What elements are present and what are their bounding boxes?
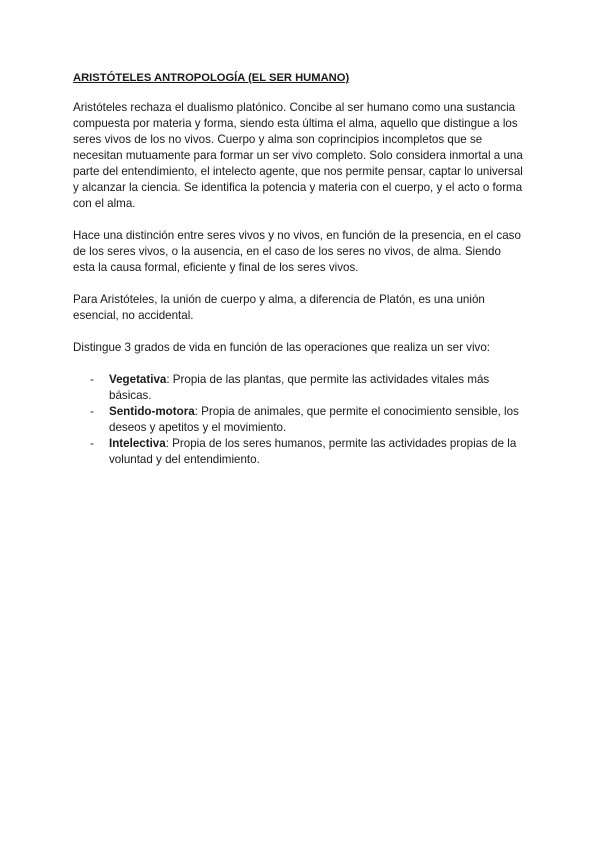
paragraph-union: Para Aristóteles, la unión de cuerpo y alma, a diferencia de Platón, es una unión esencial, no accidental. <box>73 293 485 322</box>
term-vegetativa: Vegetativa <box>109 373 167 386</box>
list-item-text: : Propia de las plantas, que permite las actividades vitales más básicas. <box>109 373 490 402</box>
list-item-text: : Propia de los seres humanos, permite las actividades propias de la voluntad y del entendimiento. <box>109 437 517 466</box>
list-dash: - <box>90 373 94 386</box>
list-dash: - <box>90 405 94 418</box>
list-item-text: : Propia de animales, que permite el conocimiento sensible, los deseos y apetitos y el movimiento. <box>109 405 519 434</box>
term-intelectiva: Intelectiva <box>109 437 166 450</box>
paragraph-dualism: Aristóteles rechaza el dualismo platónico. Concibe al ser humano como una sustancia compuesta por materia y forma, siendo esta última el alma, aquello que distingue a los seres vivos de los no vivos. Cuerpo y alma son coprincipios incompletos que se necesitan mutuamente para formar un ser vivo completo. Solo considera inmortal a una parte del entendimiento, el intelecto agente, que nos permite pensar, captar lo universal y alcanzar la ciencia. Se identifica la potencia y materia con el cuerpo, y el acto o forma con el alma. <box>73 101 523 210</box>
paragraph-degrees-intro: Distingue 3 grados de vida en función de las operaciones que realiza un ser vivo: <box>73 341 490 354</box>
list-item <box>73 404 523 436</box>
term-sentido-motora: Sentido-motora <box>109 405 195 418</box>
list-dash: - <box>90 437 94 450</box>
degrees-of-life-list <box>73 372 523 468</box>
list-item <box>73 436 523 468</box>
document-page <box>73 70 523 468</box>
list-item <box>73 372 523 404</box>
document-title: ARISTÓTELES ANTROPOLOGÍA (EL SER HUMANO) <box>73 72 350 84</box>
paragraph-living-beings: Hace una distinción entre seres vivos y no vivos, en función de la presencia, en el caso de los seres vivos, o la ausencia, en el caso de los seres no vivos, de alma. Siendo esta la causa formal, eficiente y final de los seres vivos. <box>73 229 521 274</box>
